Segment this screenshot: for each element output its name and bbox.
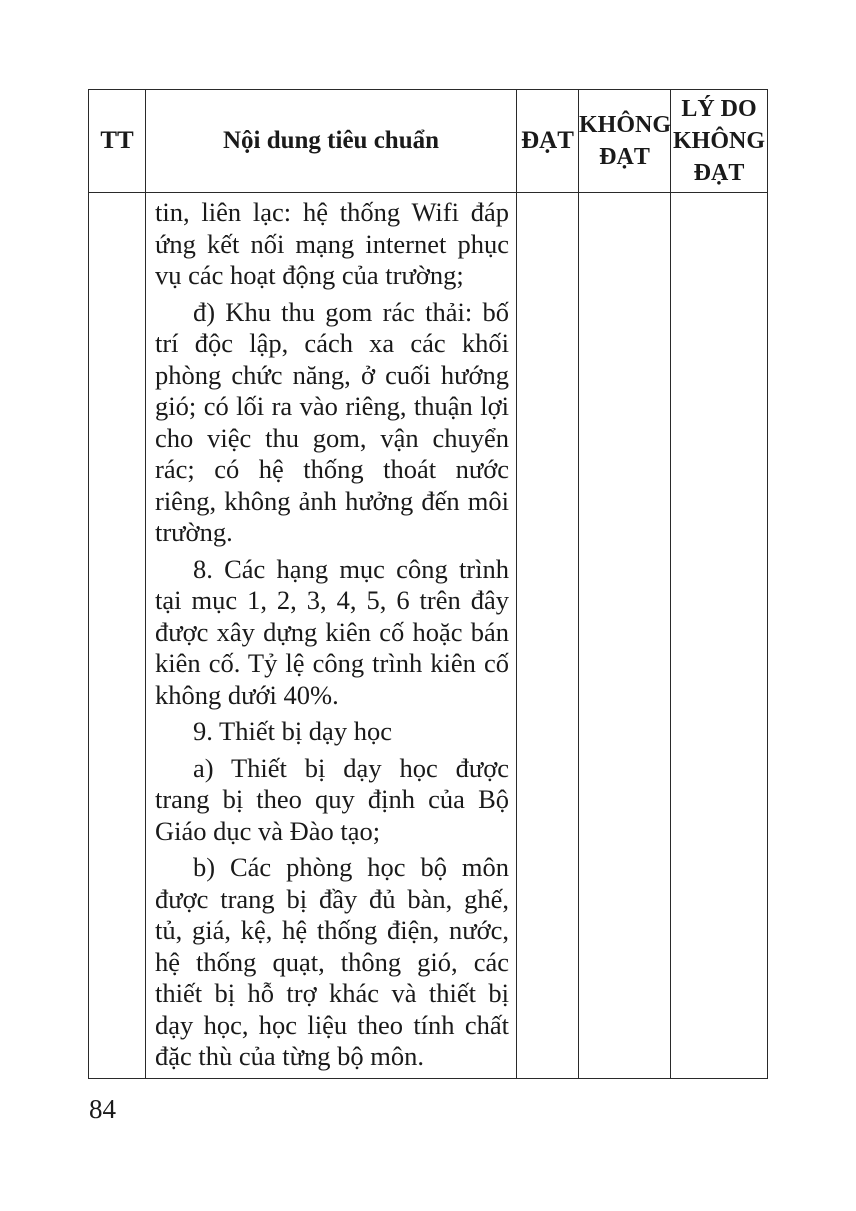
cell-pass: [517, 193, 579, 1079]
cell-content: [146, 193, 517, 1079]
header-reason-line1: LÝ DO: [681, 96, 757, 122]
standards-table: [88, 89, 768, 1079]
table-row: [89, 193, 768, 1079]
paragraph-continuation: tin, liên lạc: hệ thống Wifi đáp ứng kết nối mạng internet phục vụ các hoạt động của trường;: [155, 197, 509, 290]
header-content: Nội dung tiêu chuẩn: [146, 90, 517, 193]
header-reason-line2: KHÔNG: [672, 128, 765, 154]
page-number: 84: [89, 1094, 116, 1124]
header-reason: [671, 90, 768, 193]
cell-fail: [579, 193, 671, 1079]
paragraph-waste-area: đ) Khu thu gom rác thải: bố trí độc lập, cách xa các khối phòng chức năng, ở cuối hướng gió; có lối ra vào riêng, thuận lợi cho việc thu gom, vận chuyển rác; có hệ thống thoát nước riêng, không ảnh hưởng đến môi trường.: [155, 296, 509, 547]
header-reason-line3: ĐẠT: [693, 160, 745, 186]
paragraph-item-8: 8. Các hạng mục công trình tại mục 1, 2, 3, 4, 5, 6 trên đây được xây dựng kiên cố hoặc bán kiên cố. Tỷ lệ công trình kiên cố không dưới 40%.: [155, 553, 509, 710]
header-fail: [579, 90, 671, 193]
paragraph-item-9a: a) Thiết bị dạy học được trang bị theo quy định của Bộ Giáo dục và Đào tạo;: [155, 752, 509, 846]
header-pass: ĐẠT: [517, 90, 579, 193]
header-tt: TT: [89, 90, 146, 193]
cell-tt: [89, 193, 146, 1079]
paragraph-item-9: 9. Thiết bị dạy học: [193, 716, 392, 746]
cell-reason: [671, 193, 768, 1079]
table-header-row: [89, 90, 768, 193]
header-fail-line2: ĐẠT: [599, 144, 650, 170]
header-fail-line1: KHÔNG: [579, 112, 672, 138]
paragraph-item-9b: b) Các phòng học bộ môn được trang bị đầy đủ bàn, ghế, tủ, giá, kệ, hệ thống điện, nước, hệ thống quạt, thông gió, các thiết bị hỗ trợ khác và thiết bị dạy học, học liệu theo tính chất đặc thù của từng bộ môn.: [155, 852, 509, 1071]
